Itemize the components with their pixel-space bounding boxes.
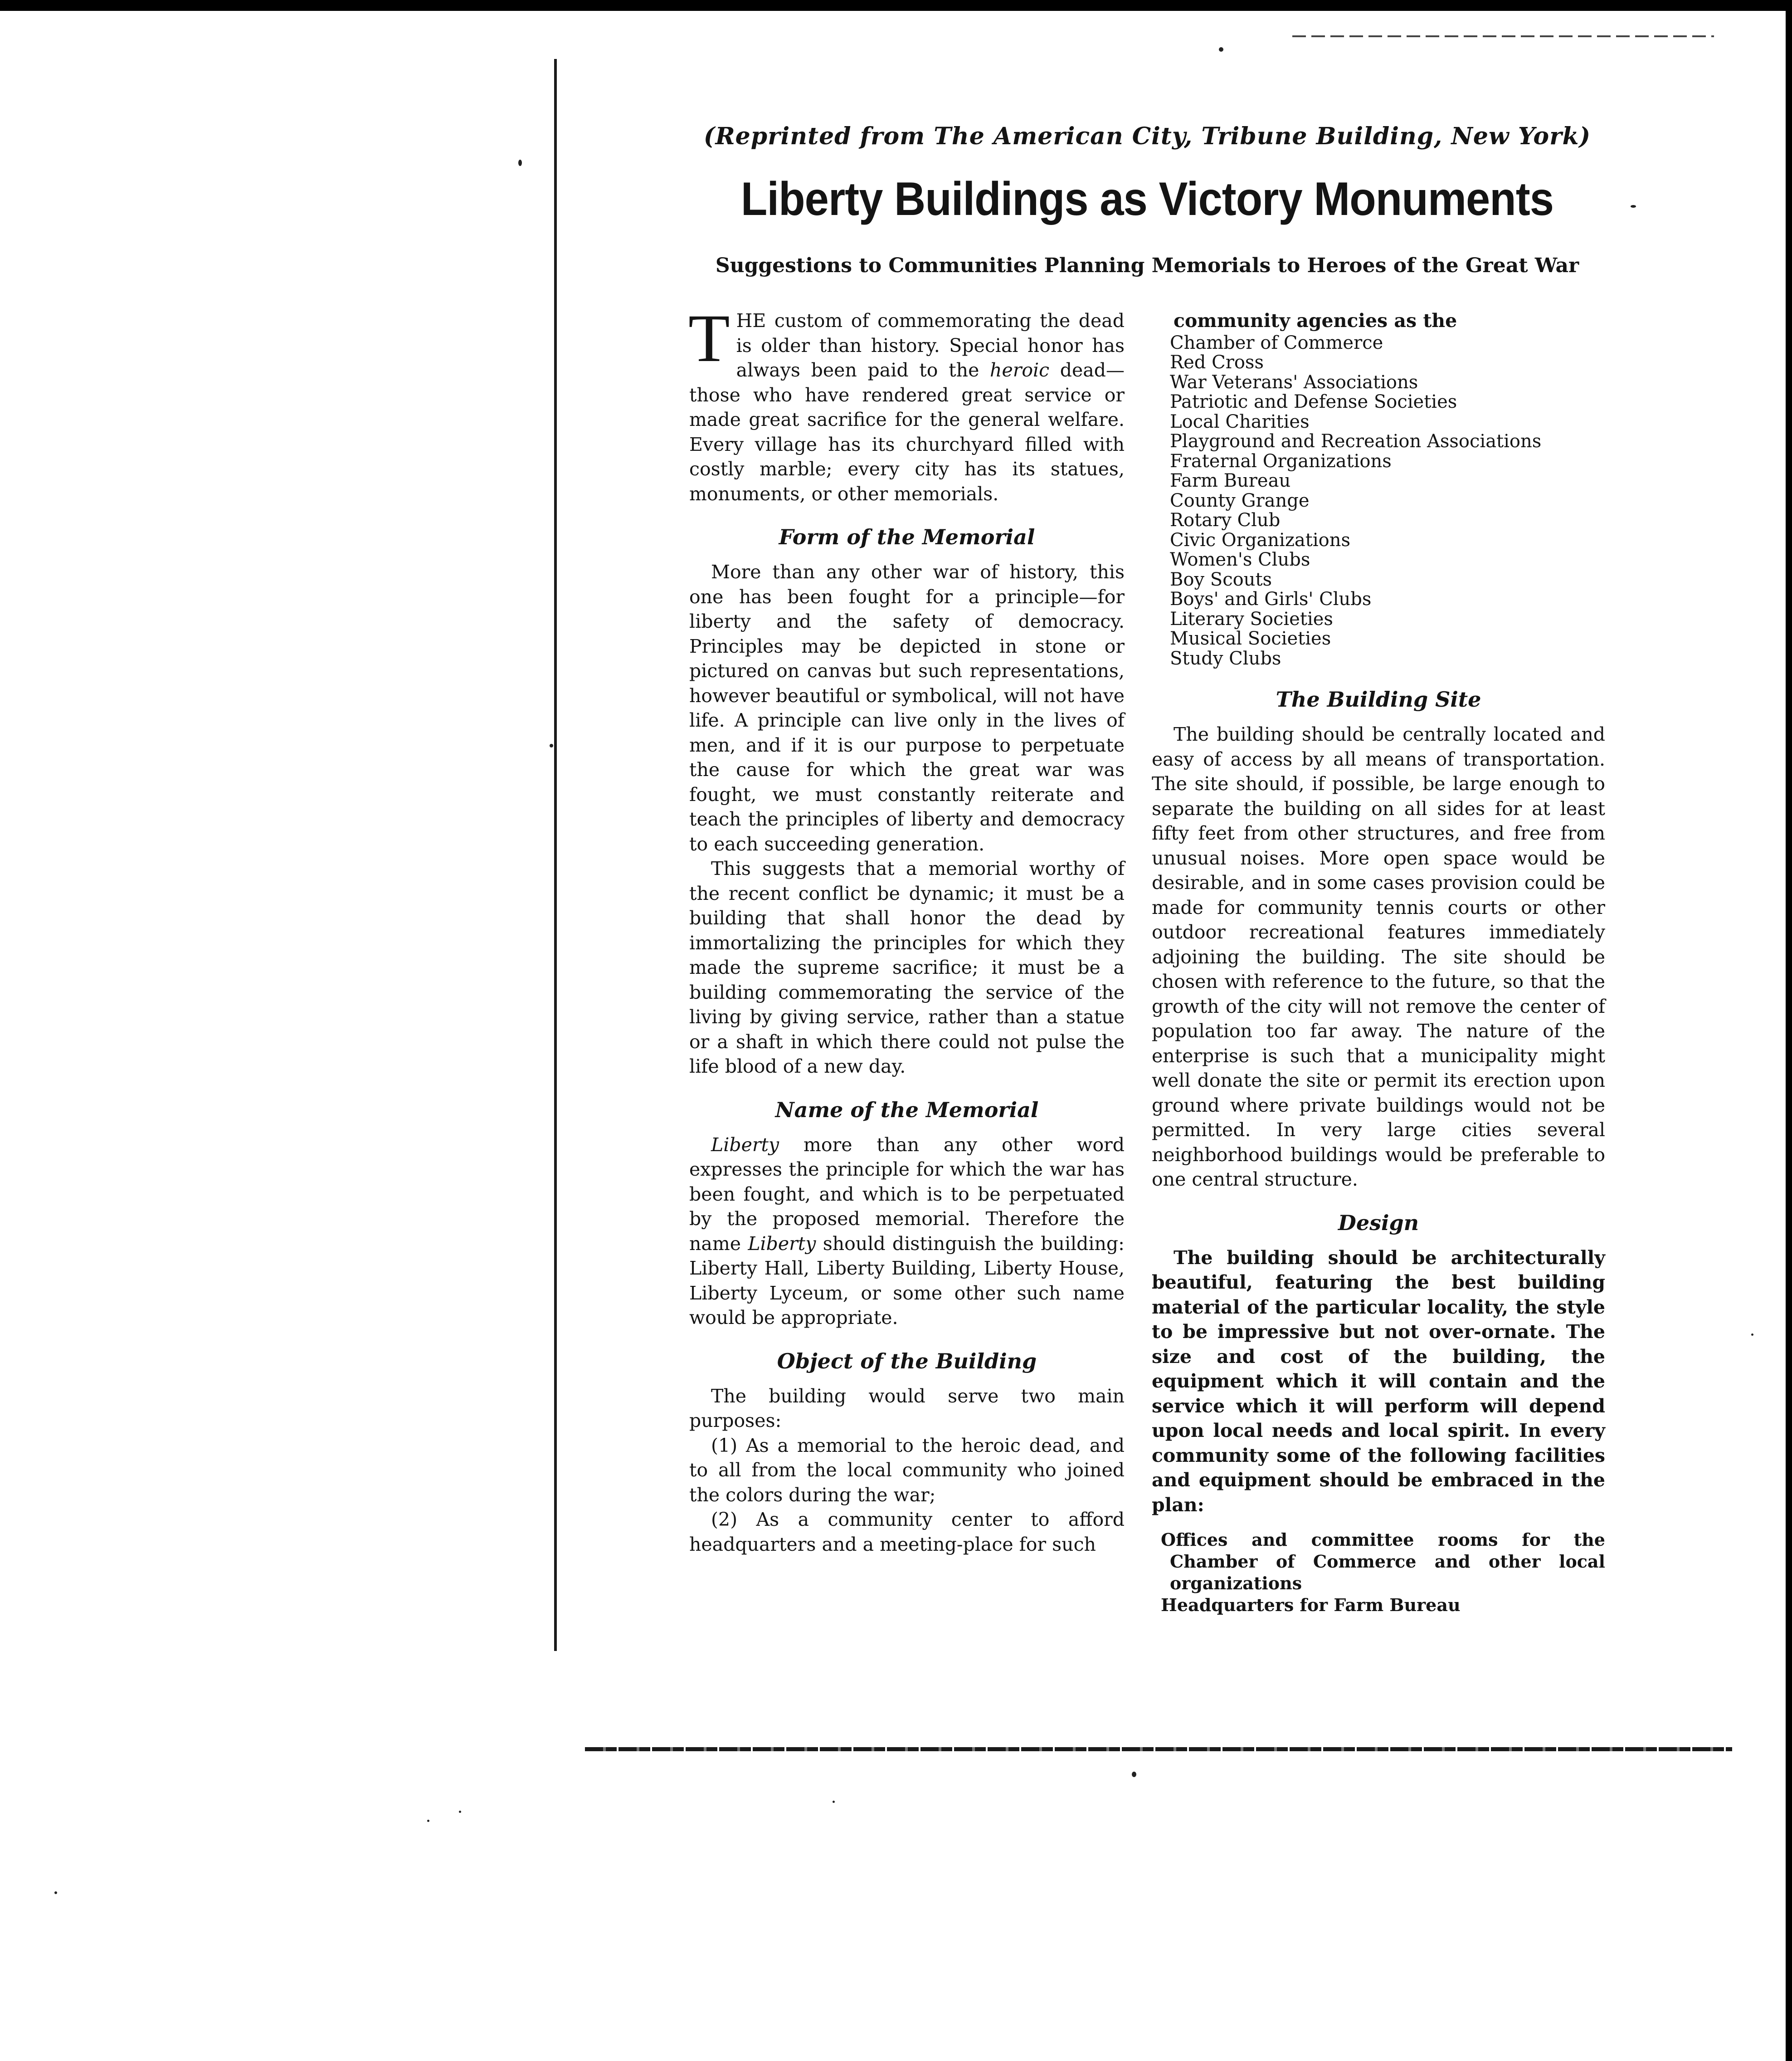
list-item: Boy Scouts — [1170, 569, 1272, 590]
intro-text-1: HE custom of commemorating the dead is older than history. Special honor has always been paid to the — [736, 310, 1125, 381]
scan-speck — [518, 160, 522, 166]
scan-speck — [833, 1801, 835, 1803]
list-item: Local Charities — [1170, 411, 1310, 432]
scan-speck — [1751, 1333, 1753, 1336]
page-edge-bottom — [585, 1747, 1732, 1751]
list-item: Farm Bureau — [1170, 470, 1291, 491]
name-paragraph — [689, 1133, 1125, 1330]
scan-speck — [54, 1891, 57, 1894]
list-item: County Grange — [1170, 490, 1310, 511]
list-item: War Veterans' Associations — [1170, 371, 1418, 393]
list-item: Study Clubs — [1170, 648, 1281, 669]
object-item-2: (2) As a community center to afford headquarters and a meeting-place for such — [689, 1509, 1125, 1555]
heading-object-of-building: Object of the Building — [777, 1348, 1037, 1373]
heading-design: Design — [1338, 1210, 1419, 1235]
left-column — [688, 301, 1125, 1557]
article-subtitle: Suggestions to Communities Planning Memorials to Heroes of the Great War — [715, 254, 1579, 277]
list-item: Rotary Club — [1170, 510, 1281, 531]
form-paragraph-1: More than any other war of history, this one has been fought for a principle—for liberty and the safety of democracy. Principles may be depicted in stone or pictured on canvas but such representations, however beautiful or symbolical, will not have life. A principle can live only in the lives of men, and if it is our purpose to perpetuate the cause for which the great war was fought, we must constantly reiterate and teach the principles of liberty and democracy to each succeeding generation. — [689, 561, 1125, 855]
scan-speck — [1631, 205, 1636, 208]
heading-building-site: The Building Site — [1276, 687, 1481, 712]
scan-speck — [427, 1820, 429, 1822]
article-title: Liberty Buildings as Victory Monuments — [740, 173, 1554, 225]
list-item: Patriotic and Defense Societies — [1170, 391, 1457, 412]
intro-emphasis: heroic — [990, 359, 1050, 381]
list-item: Headquarters for Farm Bureau — [1161, 1595, 1461, 1615]
scan-speck — [459, 1811, 461, 1813]
name-text-1: more than any other word expresses the principle for which the war has been fought, and which is to be perpetuated by the proposed memorial. Therefore the name — [689, 1133, 1125, 1255]
page-edge-top — [1292, 35, 1714, 37]
list-item: Fraternal Organizations — [1170, 450, 1392, 472]
object-item-1: (1) As a memorial to the heroic dead, and to all from the local community who joined the colors during the war; — [689, 1434, 1125, 1506]
liberty-word-2: Liberty — [748, 1232, 816, 1255]
scan-speck — [1219, 47, 1223, 52]
list-item: Playground and Recreation Associations — [1170, 431, 1542, 452]
list-item: Chamber of Commerce — [1170, 332, 1383, 353]
list-item: Boys' and Girls' Clubs — [1170, 589, 1372, 610]
design-paragraph: The building should be architecturally beautiful, featuring the best building material of the particular locality, the style to be impressive but not over-ornate. The size and cost of the building, the equipment which it will contain and the service which it will perform will depend upon local needs and local spirit. In every community some of the following facilities and equipment should be embraced in the plan: — [1152, 1246, 1605, 1516]
scan-speck — [1132, 1772, 1136, 1777]
intro-paragraph — [688, 301, 1125, 506]
right-column — [1152, 308, 1605, 1616]
scan-speck — [550, 744, 553, 747]
reprint-note: (Reprinted from The American City, Tribune Building, New York) — [703, 122, 1591, 150]
liberty-word: Liberty — [711, 1133, 779, 1156]
list-item: Women's Clubs — [1170, 549, 1310, 570]
list-item: Offices and committee rooms for the Chamber of Commerce and other local organizations — [1161, 1529, 1605, 1593]
list-item: Musical Societies — [1170, 628, 1331, 649]
heading-form-of-memorial: Form of the Memorial — [779, 525, 1035, 549]
list-item: Civic Organizations — [1170, 529, 1350, 551]
agencies-intro: community agencies as the — [1174, 310, 1457, 332]
list-item: Red Cross — [1170, 352, 1264, 373]
site-paragraph: The building should be centrally located and easy of access by all means of transportation. The site should, if possible, be large enough to separate the building on all sides for at least fifty feet from other structures, and free from unusual noises. More open space would be desirable, and in some cases provision could be made for community tennis courts or other outdoor recreational features immediately adjoining the building. The site should be chosen with reference to the future, so that the growth of the city will not remove the center of population too far away. The nature of the enterprise is such that a municipality might well donate the site or permit its erection upon ground where private buildings would not be permitted. In very large cities several neighborhood buildings would be preferable to one central structure. — [1152, 723, 1605, 1190]
name-text-2: should distinguish the building: Liberty Hall, Liberty Building, Liberty House, Liberty Lyceum, or some other such name would be appropriate. — [689, 1232, 1125, 1328]
scan-border-top — [0, 0, 1792, 11]
facilities-list — [1152, 1529, 1605, 1616]
intro-text-2: dead—those who have rendered great service or made great sacrifice for the general welfare. Every village has its churchyard filled with costly marble; every city has its statues, monuments, or other memorials. — [689, 359, 1125, 505]
object-paragraph: The building would serve two main purposes: — [689, 1385, 1125, 1431]
form-paragraph-2: This suggests that a memorial worthy of the recent conflict be dynamic; it must be a building that shall honor the dead by immortalizing the principles for which they made the supreme sacrifice; it must be a building commemorating the service of the living by giving service, rather than a statue or a shaft in which there could not pulse the life blood of a new day. — [689, 858, 1125, 1077]
page-edge-left — [554, 59, 557, 1651]
agencies-list — [1170, 333, 1605, 669]
scan-border-right — [1786, 0, 1792, 2061]
heading-name-of-memorial: Name of the Memorial — [775, 1097, 1039, 1122]
drop-cap: T — [688, 301, 730, 376]
list-item: Literary Societies — [1170, 608, 1333, 630]
